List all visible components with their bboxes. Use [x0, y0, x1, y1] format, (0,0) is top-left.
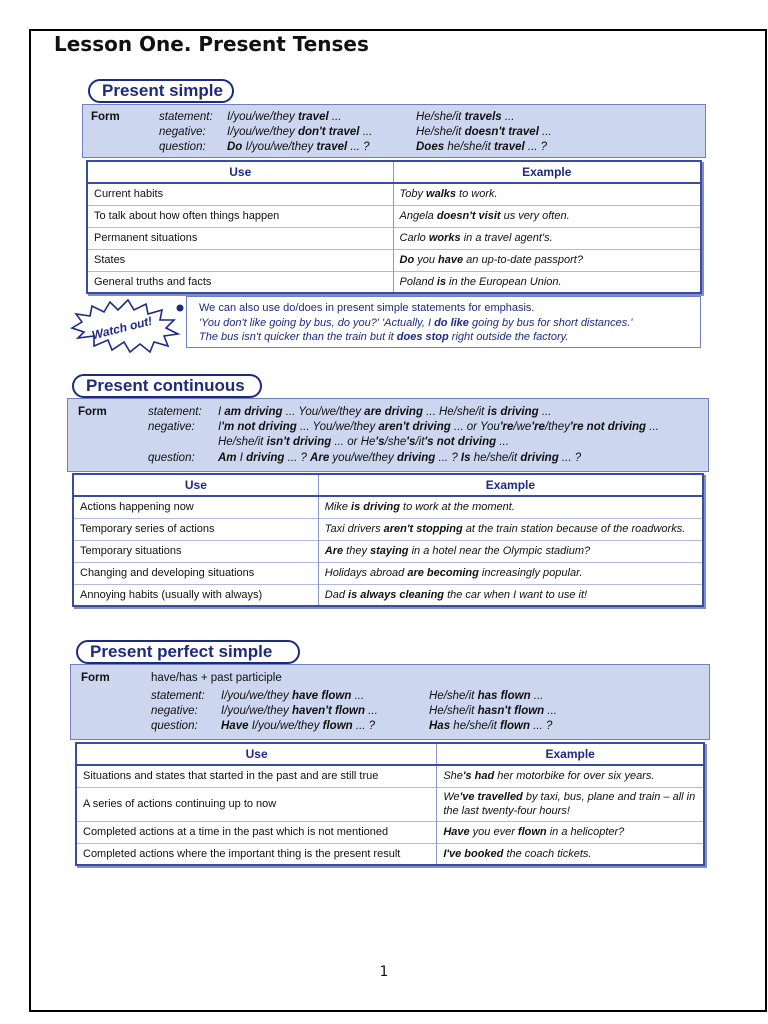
use-cell: Changing and developing situations [73, 562, 318, 584]
table-row [87, 249, 701, 271]
form-left-value: I/you/we/they travel ... [227, 111, 342, 123]
use-cell: Annoying habits (usually with always) [73, 584, 318, 606]
table-row [73, 584, 703, 606]
table-row [76, 765, 704, 787]
example-cell: She's had her motorbike for over six years. [437, 765, 704, 787]
example-cell: Angela doesn't visit us very often. [393, 205, 701, 227]
use-header: Use [76, 743, 437, 765]
present-simple-title: Present simple [88, 79, 234, 103]
form-intro: have/has + past participle [151, 672, 282, 684]
use-cell: Actions happening now [73, 496, 318, 518]
form-value: Am I driving ... ? Are you/we/they driving ... ? Is he/she/it driving ... ? [218, 452, 582, 464]
watch-out-line: The bus isn't quicker than the train but it does stop right outside the factory. [199, 331, 569, 343]
example-cell: Toby walks to work. [393, 183, 701, 205]
present-continuous-title: Present continuous [72, 374, 262, 398]
table-row [73, 496, 703, 518]
present-simple-use-table [86, 160, 702, 294]
example-cell: Mike is driving to work at the moment. [318, 496, 703, 518]
example-cell: Dad is always cleaning the car when I want to use it! [318, 584, 703, 606]
form-keyword: question: [151, 720, 198, 732]
example-cell: Taxi drivers aren't stopping at the train station because of the roadworks. [318, 518, 703, 540]
form-left-value: I/you/we/they haven't flown ... [221, 705, 378, 717]
form-right-value: He/she/it hasn't flown ... [429, 705, 557, 717]
example-header: Example [437, 743, 704, 765]
present-continuous-form-box [67, 398, 709, 472]
example-header: Example [393, 161, 701, 183]
table-row [87, 227, 701, 249]
form-right-value: He/she/it travels ... [416, 111, 515, 123]
example-cell: Are they staying in a hotel near the Olympic stadium? [318, 540, 703, 562]
form-right-value: Has he/she/it flown ... ? [429, 720, 553, 732]
example-cell: Have you ever flown in a helicopter? [437, 821, 704, 843]
table-row [73, 540, 703, 562]
watch-out-badge [66, 294, 184, 354]
form-value: He/she/it isn't driving ... or He's/she's/it's not driving ... [218, 436, 509, 448]
form-left-value: Have I/you/we/they flown ... ? [221, 720, 376, 732]
use-cell: Permanent situations [87, 227, 393, 249]
form-right-value: Does he/she/it travel ... ? [416, 141, 548, 153]
use-cell: Temporary series of actions [73, 518, 318, 540]
form-value: I am driving ... You/we/they are driving ... He/she/it is driving ... [218, 406, 552, 418]
use-cell: A series of actions continuing up to now [76, 787, 437, 821]
use-cell: Situations and states that started in the past and are still true [76, 765, 437, 787]
example-cell: Do you have an up-to-date passport? [393, 249, 701, 271]
table-row [76, 843, 704, 865]
form-keyword: negative: [159, 126, 206, 138]
form-label: Form [91, 111, 120, 123]
example-cell: I've booked the coach tickets. [437, 843, 704, 865]
form-keyword: statement: [151, 690, 205, 702]
form-keyword: negative: [151, 705, 198, 717]
form-keyword: statement: [159, 111, 213, 123]
table-row [87, 183, 701, 205]
example-header: Example [318, 474, 703, 496]
use-header: Use [87, 161, 393, 183]
watch-out-line: 'You don't like going by bus, do you?' 'Actually, I do like going by bus for short distances.' [199, 317, 633, 329]
table-row [76, 821, 704, 843]
use-cell: Completed actions where the important thing is the present result [76, 843, 437, 865]
form-label: Form [81, 672, 110, 684]
example-cell: Poland is in the European Union. [393, 271, 701, 293]
form-keyword: question: [148, 452, 195, 464]
form-right-value: He/she/it doesn't travel ... [416, 126, 552, 138]
form-label: Form [78, 406, 107, 418]
watch-out-label: Watch out! [90, 313, 154, 343]
form-keyword: question: [159, 141, 206, 153]
table-row [73, 518, 703, 540]
form-left-value: I/you/we/they don't travel ... [227, 126, 373, 138]
page-title: Lesson One. Present Tenses [54, 32, 369, 56]
present-perfect-title: Present perfect simple [76, 640, 300, 664]
table-row [87, 205, 701, 227]
form-keyword: statement: [148, 406, 202, 418]
use-cell: States [87, 249, 393, 271]
form-keyword: negative: [148, 421, 195, 433]
table-row [87, 271, 701, 293]
table-row [76, 787, 704, 821]
example-cell: Carlo works in a travel agent's. [393, 227, 701, 249]
use-cell: To talk about how often things happen [87, 205, 393, 227]
form-left-value: Do I/you/we/they travel ... ? [227, 141, 370, 153]
example-cell: We've travelled by taxi, bus, plane and train – all in the last twenty-four hours! [437, 787, 704, 821]
form-value: I'm not driving ... You/we/they aren't driving ... or You're/we're/they're not driving ... [218, 421, 659, 433]
bullet-icon [177, 305, 184, 312]
example-cell: Holidays abroad are becoming increasingly popular. [318, 562, 703, 584]
present-continuous-use-table [72, 473, 704, 607]
watch-out-box [186, 296, 701, 348]
use-header: Use [73, 474, 318, 496]
use-cell: Current habits [87, 183, 393, 205]
page-number: 1 [379, 964, 389, 980]
table-row [73, 562, 703, 584]
present-simple-form-box [82, 104, 706, 158]
present-perfect-form-box [70, 664, 710, 740]
use-cell: General truths and facts [87, 271, 393, 293]
form-right-value: He/she/it has flown ... [429, 690, 544, 702]
use-cell: Temporary situations [73, 540, 318, 562]
form-left-value: I/you/we/they have flown ... [221, 690, 365, 702]
present-perfect-use-table [75, 742, 705, 866]
watch-out-line: We can also use do/does in present simple statements for emphasis. [199, 302, 535, 314]
use-cell: Completed actions at a time in the past which is not mentioned [76, 821, 437, 843]
